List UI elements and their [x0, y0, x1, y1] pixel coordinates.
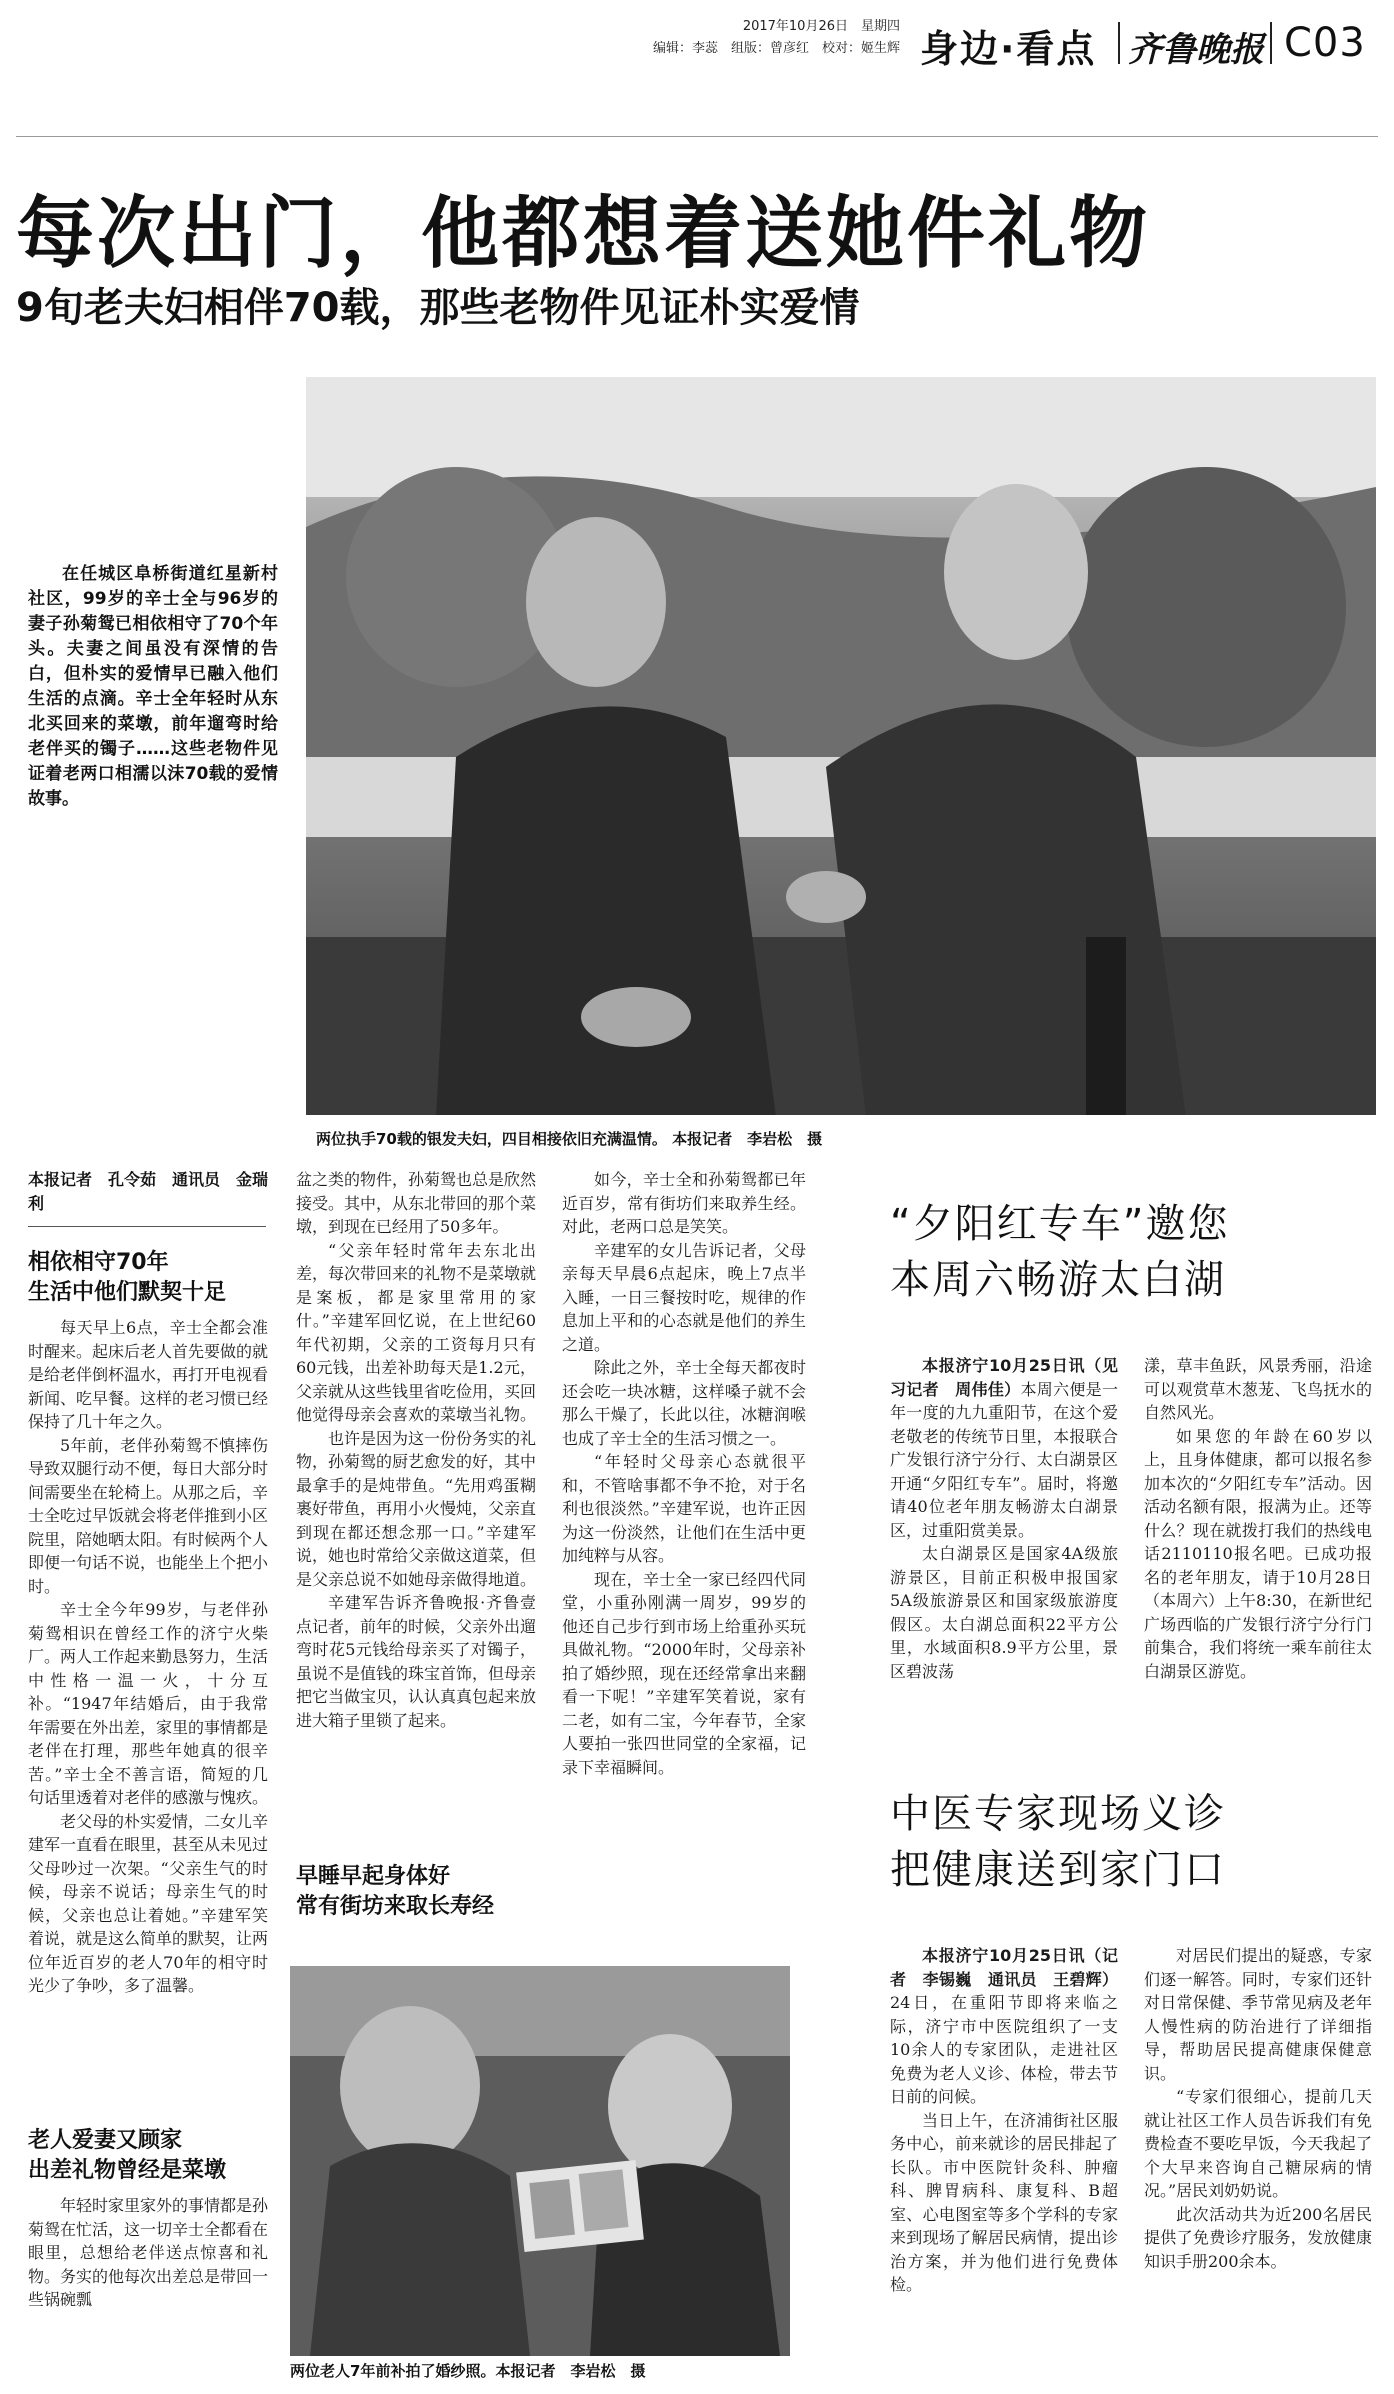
issue-date: 2017年10月26日 星期四: [742, 19, 900, 34]
article-column-3: 如今，辛士全和孙菊鸳都已年近百岁，常有街坊们来取养生经。对此，老两口总是笑笑。 辛建军的女儿告诉记者，父母亲每天早晨6点起床，晚上7点半入睡，一日三餐按时吃，规律的作息加上平和的心态就是他们的养生之道。 除此之外，辛士全每天都夜时还会吃一块冰糖，这样嗓子就不会那么干燥了，长此以往，冰糖润喉也成了辛士全的生活习惯之一。 “年轻时父母亲心态就很平和，不管啥事都不争不抢，对于名利也很淡然。”辛建军说，也许正因为这一份淡然，让他们在生活中更加纯粹与从容。 现在，辛士全一家已经四代同堂，小重孙刚满一周岁，99岁的他还自己步行到市场上给重孙买玩具做礼物。“2000年时，父母亲补拍了婚纱照，现在还经常拿出来翻看一下呢！”辛建军笑着说，家有二老，如有二宝，今年春节，全家人要拍一张四世同堂的全家福，记录下幸福瞬间。: [562, 1170, 806, 1777]
article-column-2: 盆之类的物件，孙菊鸳也总是欣然接受。其中，从东北带回的那个菜墩，到现在已经用了50多年。 “父亲年轻时常年去东北出差，每次带回来的礼物不是菜墩就是案板，都是家里常用的家什。”辛建军回忆说，在上世纪60年代初期，父亲的工资每月只有60元钱，出差补助每天是1.2元，父亲就从这些钱里省吃俭用，买回他觉得母亲会喜欢的菜墩当礼物。 也许是因为这一份份务实的礼物，孙菊鸳的厨艺愈发的好，其中最拿手的是炖带鱼。“先用鸡蛋糊裹好带鱼，再用小火慢炖，父亲直到现在都还想念那一口。”辛建军说，她也时常给父亲做这道菜，但是父亲总说不如她母亲做得地道。 辛建军告诉齐鲁晚报·齐鲁壹点记者，前年的时候，父亲外出遛弯时花5元钱给母亲买了对镯子，虽说不是值钱的珠宝首饰，但母亲把它当做宝贝，认认真真包起来放进大箱子里锁了起来。: [296, 1170, 536, 1730]
subhead-1: 相依相守70年 生活中他们默契十足: [28, 1250, 227, 1305]
photo-caption: 两位执手70载的银发夫妇，四目相接依旧充满温情。 本报记者 李岩松 摄: [316, 1130, 823, 1148]
subhead-3: 早睡早起身体好 常有街坊来取长寿经: [296, 1864, 495, 1919]
header-divider: [1118, 22, 1120, 64]
page-number: C03: [1284, 20, 1366, 66]
headline: 每次出门，他都想着送她件礼物: [16, 189, 1151, 279]
subhead-2: 老人爱妻又顾家 出差礼物曾经是菜墩: [28, 2128, 227, 2183]
side-story-1-title: “夕阳红专车”邀您 本周六畅游太白湖: [890, 1201, 1230, 1303]
section-name: 身边·看点: [920, 27, 1097, 71]
masthead-logo: 齐鲁晚报: [1128, 30, 1264, 70]
photo-caption-2: 两位老人7年前补拍了婚纱照。本报记者 李岩松 摄: [290, 2362, 646, 2380]
side-story-1-column-a: 本报济宁10月25日讯（见习记者 周伟佳）本周六便是一年一度的九九重阳节，在这个爱老敬老的传统节日里，本报联合广发银行济宁分行、太白湖景区开通“夕阳红专车”。届时，将邀请40位老年朋友畅游太白湖景区，过重阳赏美景。 太白湖景区是国家4A级旅游景区，目前正积极申报国家5A级旅游景区和国家级旅游度假区。太白湖总面积22平方公里，水域面积8.9平方公里，景区碧波荡: [890, 1356, 1118, 1681]
lead-paragraph: 在任城区阜桥街道红星新村社区，99岁的辛士全与96岁的妻子孙菊鸳已相依相守了70个年头。夫妻之间虽没有深情的告白，但朴实的爱情早已融入他们生活的点滴。辛士全年轻时从东北买回来的菜墩，前年遛弯时给老伴买的镯子……这些老物件见证着老两口相濡以沫70载的爱情故事。: [28, 564, 278, 809]
header-rule: [16, 136, 1378, 137]
side-story-1-column-b: 漾，草丰鱼跃，风景秀丽，沿途可以观赏草木葱茏、飞鸟抚水的自然风光。 如果您的年龄在60岁以上，且身体健康，都可以报名参加本次的“夕阳红专车”活动。因活动名额有限，报满为止。还等什么？现在就拨打我们的热线电话2110110报名吧。已成功报名的老年朋友，请于10月28日（本周六）上午8:30，在新世纪广场西临的广发银行济宁分行门前集合，我们将统一乘车前往太白湖景区游览。: [1144, 1356, 1372, 1681]
wedding-photo-illustration: [290, 1966, 790, 2356]
article-column-1: 每天早上6点，辛士全都会准时醒来。起床后老人首先要做的就是给老伴倒杯温水，再打开电视看新闻、吃早餐。这样的老习惯已经保持了几十年之久。 5年前，老伴孙菊鸳不慎摔伤导致双腿行动不便，每日大部分时间需要坐在轮椅上。从那之后，辛士全吃过早饭就会将老伴推到小区院里，陪她晒太阳。有时候两个人即便一句话不说，也能坐上个把小时。 辛士全今年99岁，与老伴孙菊鸳相识在曾经工作的济宁火柴厂。两人工作起来勤恳努力，生活中性格一温一火，十分互补。“1947年结婚后，由于我常年需要在外出差，家里的事情都是老伴在打理，那些年她真的很辛苦。”辛士全不善言语，简短的几句话里透着对老伴的感激与愧疚。 老父母的朴实爱情，二女儿辛建军一直看在眼里，甚至从未见过父母吵过一次架。“父亲生气的时候，母亲不说话；母亲生气的时候，父亲也总让着她。”辛建军笑着说，就是这么简单的默契，让两位年近百岁的老人70年的相守时光少了争吵，多了温馨。: [28, 1318, 268, 1995]
couple-photo-illustration: [306, 377, 1376, 1115]
side-story-2-title: 中医专家现场义诊 把健康送到家门口: [890, 1791, 1226, 1893]
header-divider: [1270, 22, 1272, 64]
editor-credits: 编辑：李蕊 组版：曾彦红 校对：姬生辉: [652, 41, 900, 56]
wedding-photo: [290, 1966, 790, 2356]
byline-rule: [28, 1226, 266, 1227]
couple-photo: [306, 377, 1376, 1115]
side-story-2-column-a: 本报济宁10月25日讯（记者 李锡巍 通讯员 王碧辉）24日，在重阳节即将来临之际，济宁市中医院组织了一支10余人的专家团队，走进社区免费为老人义诊、体检，带去节日前的问候。 当日上午，在济浦街社区服务中心，前来就诊的居民排起了长队。市中医院针灸科、肿瘤科、脾胃病科、康复科、B超室、心电图室等多个学科的专家来到现场了解居民病情，提出诊治方案，并为他们进行免费体检。: [890, 1946, 1118, 2294]
subheadline: 9旬老夫妇相伴70载，那些老物件见证朴实爱情: [16, 285, 860, 331]
side-story-2-column-b: 对居民们提出的疑惑，专家们逐一解答。同时，专家们还针对日常保健、季节常见病及老年人慢性病的防治进行了详细指导，帮助居民提高健康保健意识。 “专家们很细心，提前几天就让社区工作人员告诉我们有免费检查不要吃早饭，今天我起了个大早来咨询自己糖尿病的情况。”居民刘奶奶说。 此次活动共为近200名居民提供了免费诊疗服务，发放健康知识手册200余本。: [1144, 1946, 1372, 2271]
byline: 本报记者 孔令茹 通讯员 金瑞利: [28, 1170, 269, 1213]
article-column-1-tail: 年轻时家里家外的事情都是孙菊鸳在忙活，这一切辛士全都看在眼里，总想给老伴送点惊喜和礼物。务实的他每次出差总是带回一些锅碗瓢: [28, 2196, 268, 2309]
